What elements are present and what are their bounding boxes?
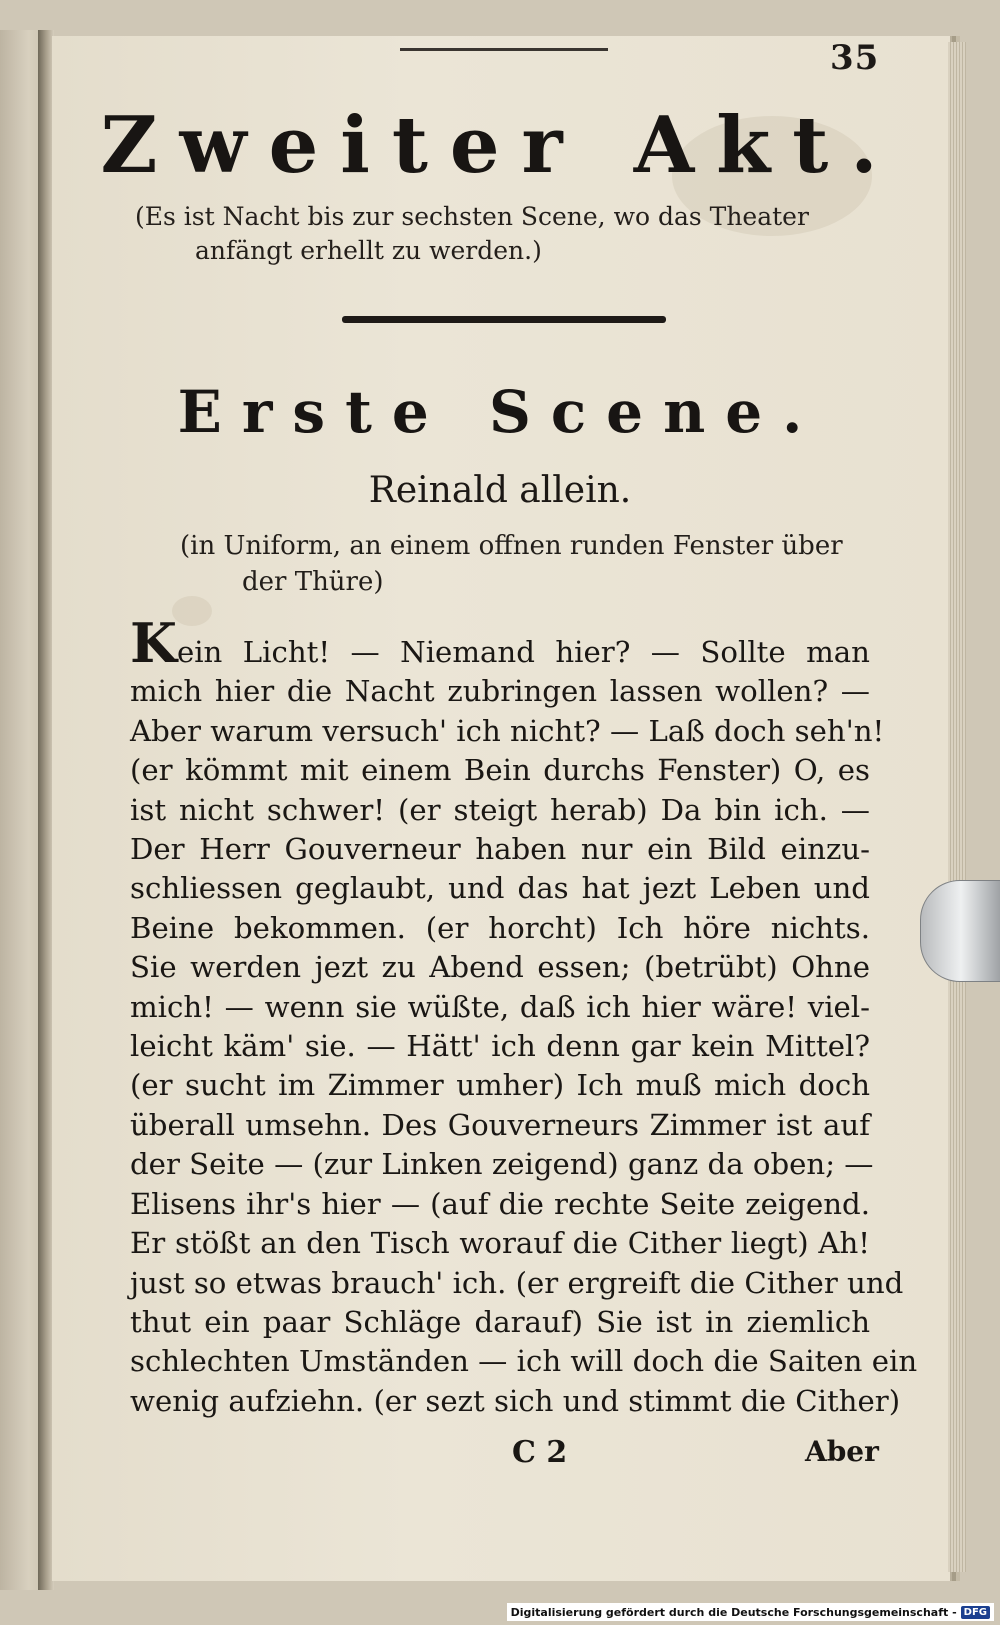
text-line: schliessen geglaubt, und das hat jezt Leben und <box>130 871 870 906</box>
credit-text: Digitalisierung gefördert durch die Deutsche Forschungsgemeinschaft - <box>510 1605 957 1619</box>
header-rule <box>400 48 608 51</box>
text-line: Er stößt an den Tisch worauf die Cither liegt) Ah! <box>130 1226 870 1261</box>
text-line: mich! — wenn sie wüßte, daß ich hier wäre! viel- <box>130 989 870 1024</box>
drop-cap: K <box>130 611 177 675</box>
speaker-heading: Reinald allein. <box>368 470 632 511</box>
stage-direction-line-2: der Thüre) <box>242 567 384 597</box>
page-edges <box>948 42 966 1572</box>
signature-mark: C 2 <box>512 1435 568 1470</box>
text-line: Der Herr Gouverneur haben nur ein Bild einzu- <box>130 832 870 867</box>
text-line: Kein Licht! — Niemand hier? — Sollte man <box>130 611 870 675</box>
stage-note-line-2: anfängt erhellt zu werden.) <box>195 236 542 265</box>
text-line: Elisens ihr's hier — (auf die rechte Seite zeigend. <box>130 1186 870 1221</box>
text-line: der Seite — (zur Linken zeigend) ganz da oben; — <box>130 1147 874 1182</box>
text-line: schlechten Umständen — ich will doch die Saiten ein <box>130 1344 918 1379</box>
text-line: Sie werden jezt zu Abend essen; (betrübt) Ohne <box>130 950 870 985</box>
text-line: (er sucht im Zimmer umher) Ich muß mich doch <box>130 1068 870 1103</box>
paper-stain <box>172 596 212 626</box>
text-line: thut ein paar Schläge darauf) Sie ist in ziemlich <box>130 1304 870 1339</box>
page-clip <box>920 880 1000 982</box>
text-line: mich hier die Nacht zubringen lassen wollen? — <box>130 674 870 709</box>
text-line: leicht käm' sie. — Hätt' ich denn gar kein Mittel? <box>130 1029 870 1064</box>
scene-title: Erste Scene. <box>177 378 823 446</box>
catchword: Aber <box>805 1435 879 1468</box>
section-rule <box>342 316 666 323</box>
act-title: Zweiter Akt. <box>100 100 900 191</box>
text-line: just so etwas brauch' ich. (er ergreift die Cither und <box>130 1265 904 1300</box>
stage-direction-line-1: (in Uniform, an einem offnen runden Fenster über <box>180 531 843 561</box>
stage-direction <box>180 528 880 600</box>
text-line: Aber warum versuch' ich nicht? — Laß doch seh'n! <box>130 713 885 748</box>
text-line: Beine bekommen. (er horcht) Ich höre nichts. <box>130 910 870 945</box>
text-line: (er kömmt mit einem Bein durchs Fenster) O, es <box>130 753 870 788</box>
stage-note <box>135 200 885 268</box>
text-line: überall umsehn. Des Gouverneurs Zimmer ist auf <box>130 1107 870 1142</box>
text-line: ist nicht schwer! (er steigt herab) Da bin ich. — <box>130 792 870 827</box>
digitization-credit <box>507 1603 994 1621</box>
stage-note-line-1: (Es ist Nacht bis zur sechsten Scene, wo das Theater <box>135 202 809 231</box>
text-line: wenig aufziehn. (er sezt sich und stimmt die Cither) <box>130 1383 901 1418</box>
page-number: 35 <box>830 38 880 78</box>
dfg-logo: DFG <box>961 1606 990 1619</box>
body-text <box>130 611 918 1421</box>
